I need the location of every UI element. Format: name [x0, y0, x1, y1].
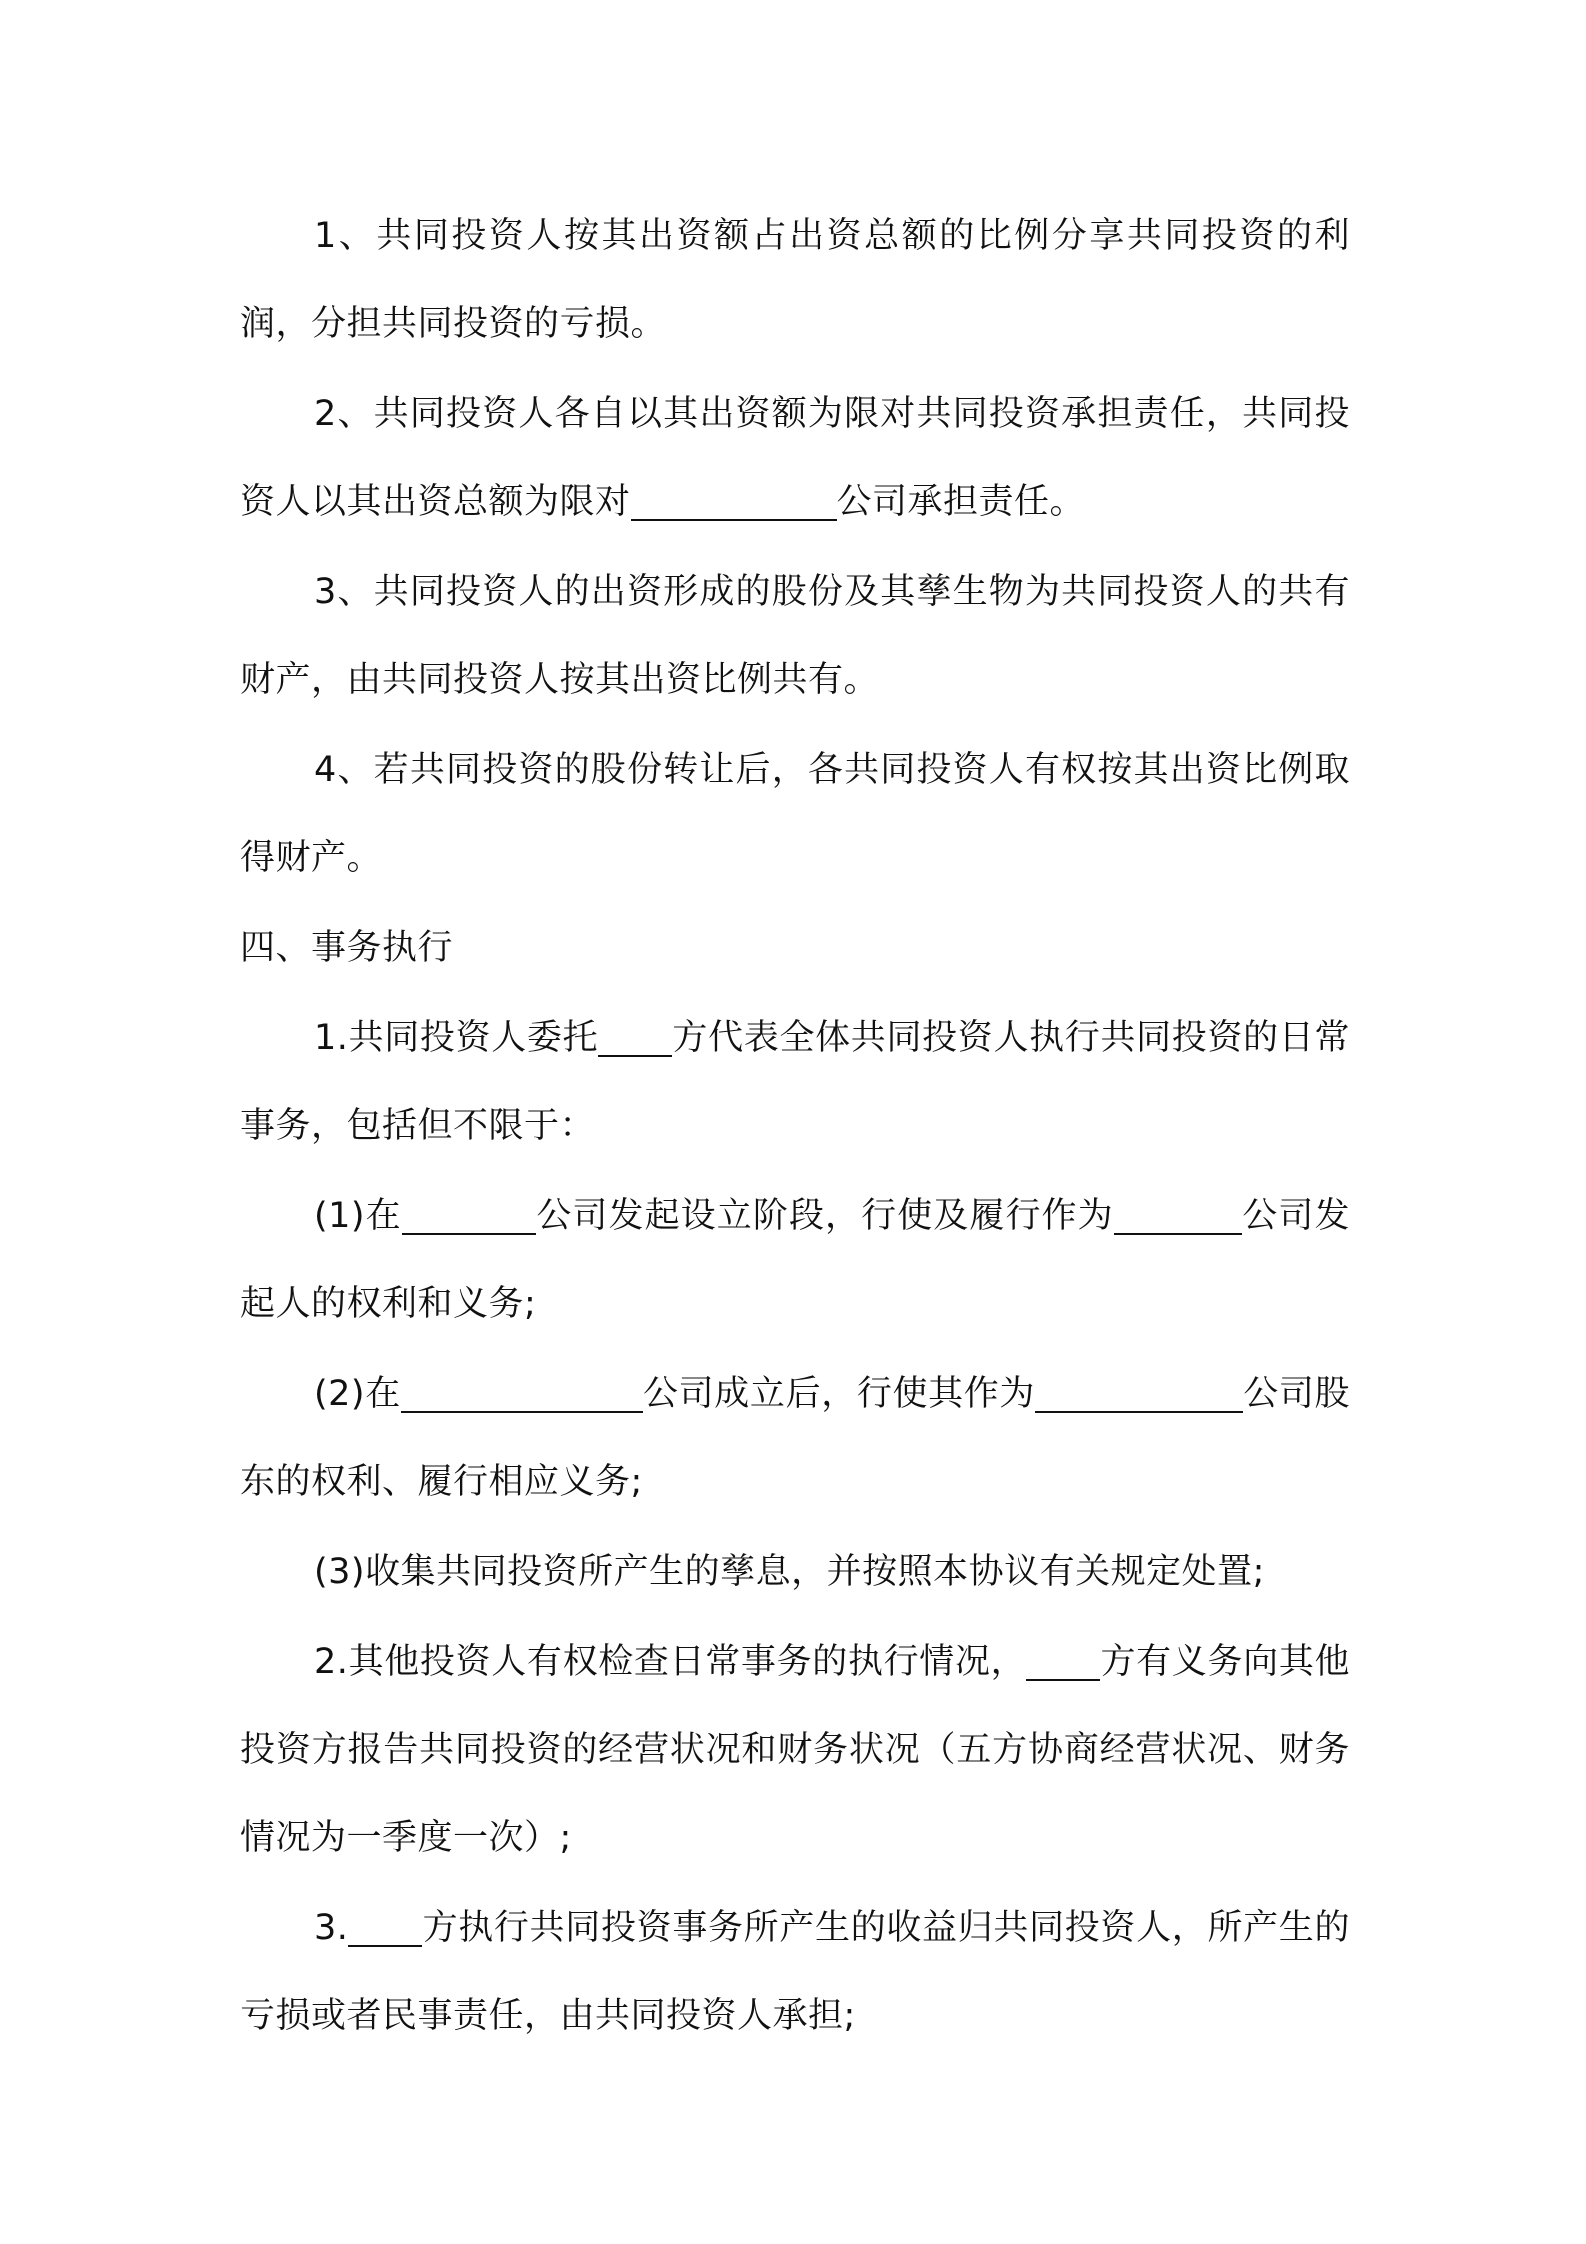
blank-reporting-party[interactable]: [1026, 1635, 1100, 1681]
item-1-text-a: (1)在: [314, 1196, 402, 1236]
clause-4-1-item-3: [240, 1528, 1350, 1616]
clause-4-1: [240, 994, 1350, 1170]
item-2-text-b: 公司成立后，行使其作为: [642, 1374, 1036, 1414]
clause-3-2-text-a: 2、共同投资人各自以其出资额为限对共同投资承担责任，共同投资人以其出资总额为限对: [240, 394, 1350, 522]
blank-company-name-4[interactable]: [401, 1367, 643, 1413]
blank-executing-party-2[interactable]: [348, 1901, 422, 1947]
clause-3-4-text: 4、若共同投资的股份转让后，各共同投资人有权按其出资比例取得财产。: [240, 750, 1350, 878]
clause-4-2-text-b: 方有义务向其他投资方报告共同投资的经营状况和财务状况（五方协商经营状况、财务情况为一季度一次）;: [240, 1642, 1350, 1858]
item-2-text-c: 公司股东的权利、履行相应义务;: [240, 1374, 1350, 1502]
clause-4-3-text-b: 方执行共同投资事务所产生的收益归共同投资人，所产生的亏损或者民事责任，由共同投资人承担;: [240, 1908, 1350, 2036]
blank-executing-party[interactable]: [598, 1011, 672, 1057]
item-1-text-c: 公司发起人的权利和义务;: [240, 1196, 1350, 1324]
document-body: [240, 192, 1350, 2062]
clause-4-1-text-a: 1.共同投资人委托: [314, 1018, 599, 1058]
blank-company-name-2[interactable]: [402, 1189, 536, 1235]
clause-3-2: [240, 370, 1350, 546]
clause-3-1-text: 1、共同投资人按其出资额占出资总额的比例分享共同投资的利润，分担共同投资的亏损。: [240, 216, 1350, 344]
section-4-title: 四、事务执行: [240, 928, 454, 968]
clause-4-1-item-2: [240, 1350, 1350, 1526]
clause-4-3-text-a: 3.: [314, 1908, 349, 1948]
clause-3-1: [240, 192, 1350, 368]
clause-4-2: [240, 1618, 1350, 1882]
clause-3-2-text-b: 公司承担责任。: [836, 482, 1086, 522]
blank-company-name-3[interactable]: [1114, 1189, 1242, 1235]
clause-4-2-text-a: 2.其他投资人有权检查日常事务的执行情况，: [314, 1642, 1027, 1682]
clause-4-1-item-1: [240, 1172, 1350, 1348]
clause-3-3-text: 3、共同投资人的出资形成的股份及其孳生物为共同投资人的共有财产，由共同投资人按其出资比例共有。: [240, 572, 1350, 700]
clause-4-1-text-b: 方代表全体共同投资人执行共同投资的日常事务，包括但不限于：: [240, 1018, 1350, 1146]
section-4-heading: [240, 904, 1350, 992]
blank-company-name[interactable]: [631, 475, 837, 521]
blank-company-name-5[interactable]: [1035, 1367, 1243, 1413]
clause-4-3: [240, 1884, 1350, 2060]
clause-3-3: [240, 548, 1350, 724]
item-3-text: (3)收集共同投资所产生的孳息，并按照本协议有关规定处置;: [314, 1552, 1265, 1592]
item-2-text-a: (2)在: [314, 1374, 401, 1414]
item-1-text-b: 公司发起设立阶段，行使及履行作为: [535, 1196, 1114, 1236]
clause-3-4: [240, 726, 1350, 902]
